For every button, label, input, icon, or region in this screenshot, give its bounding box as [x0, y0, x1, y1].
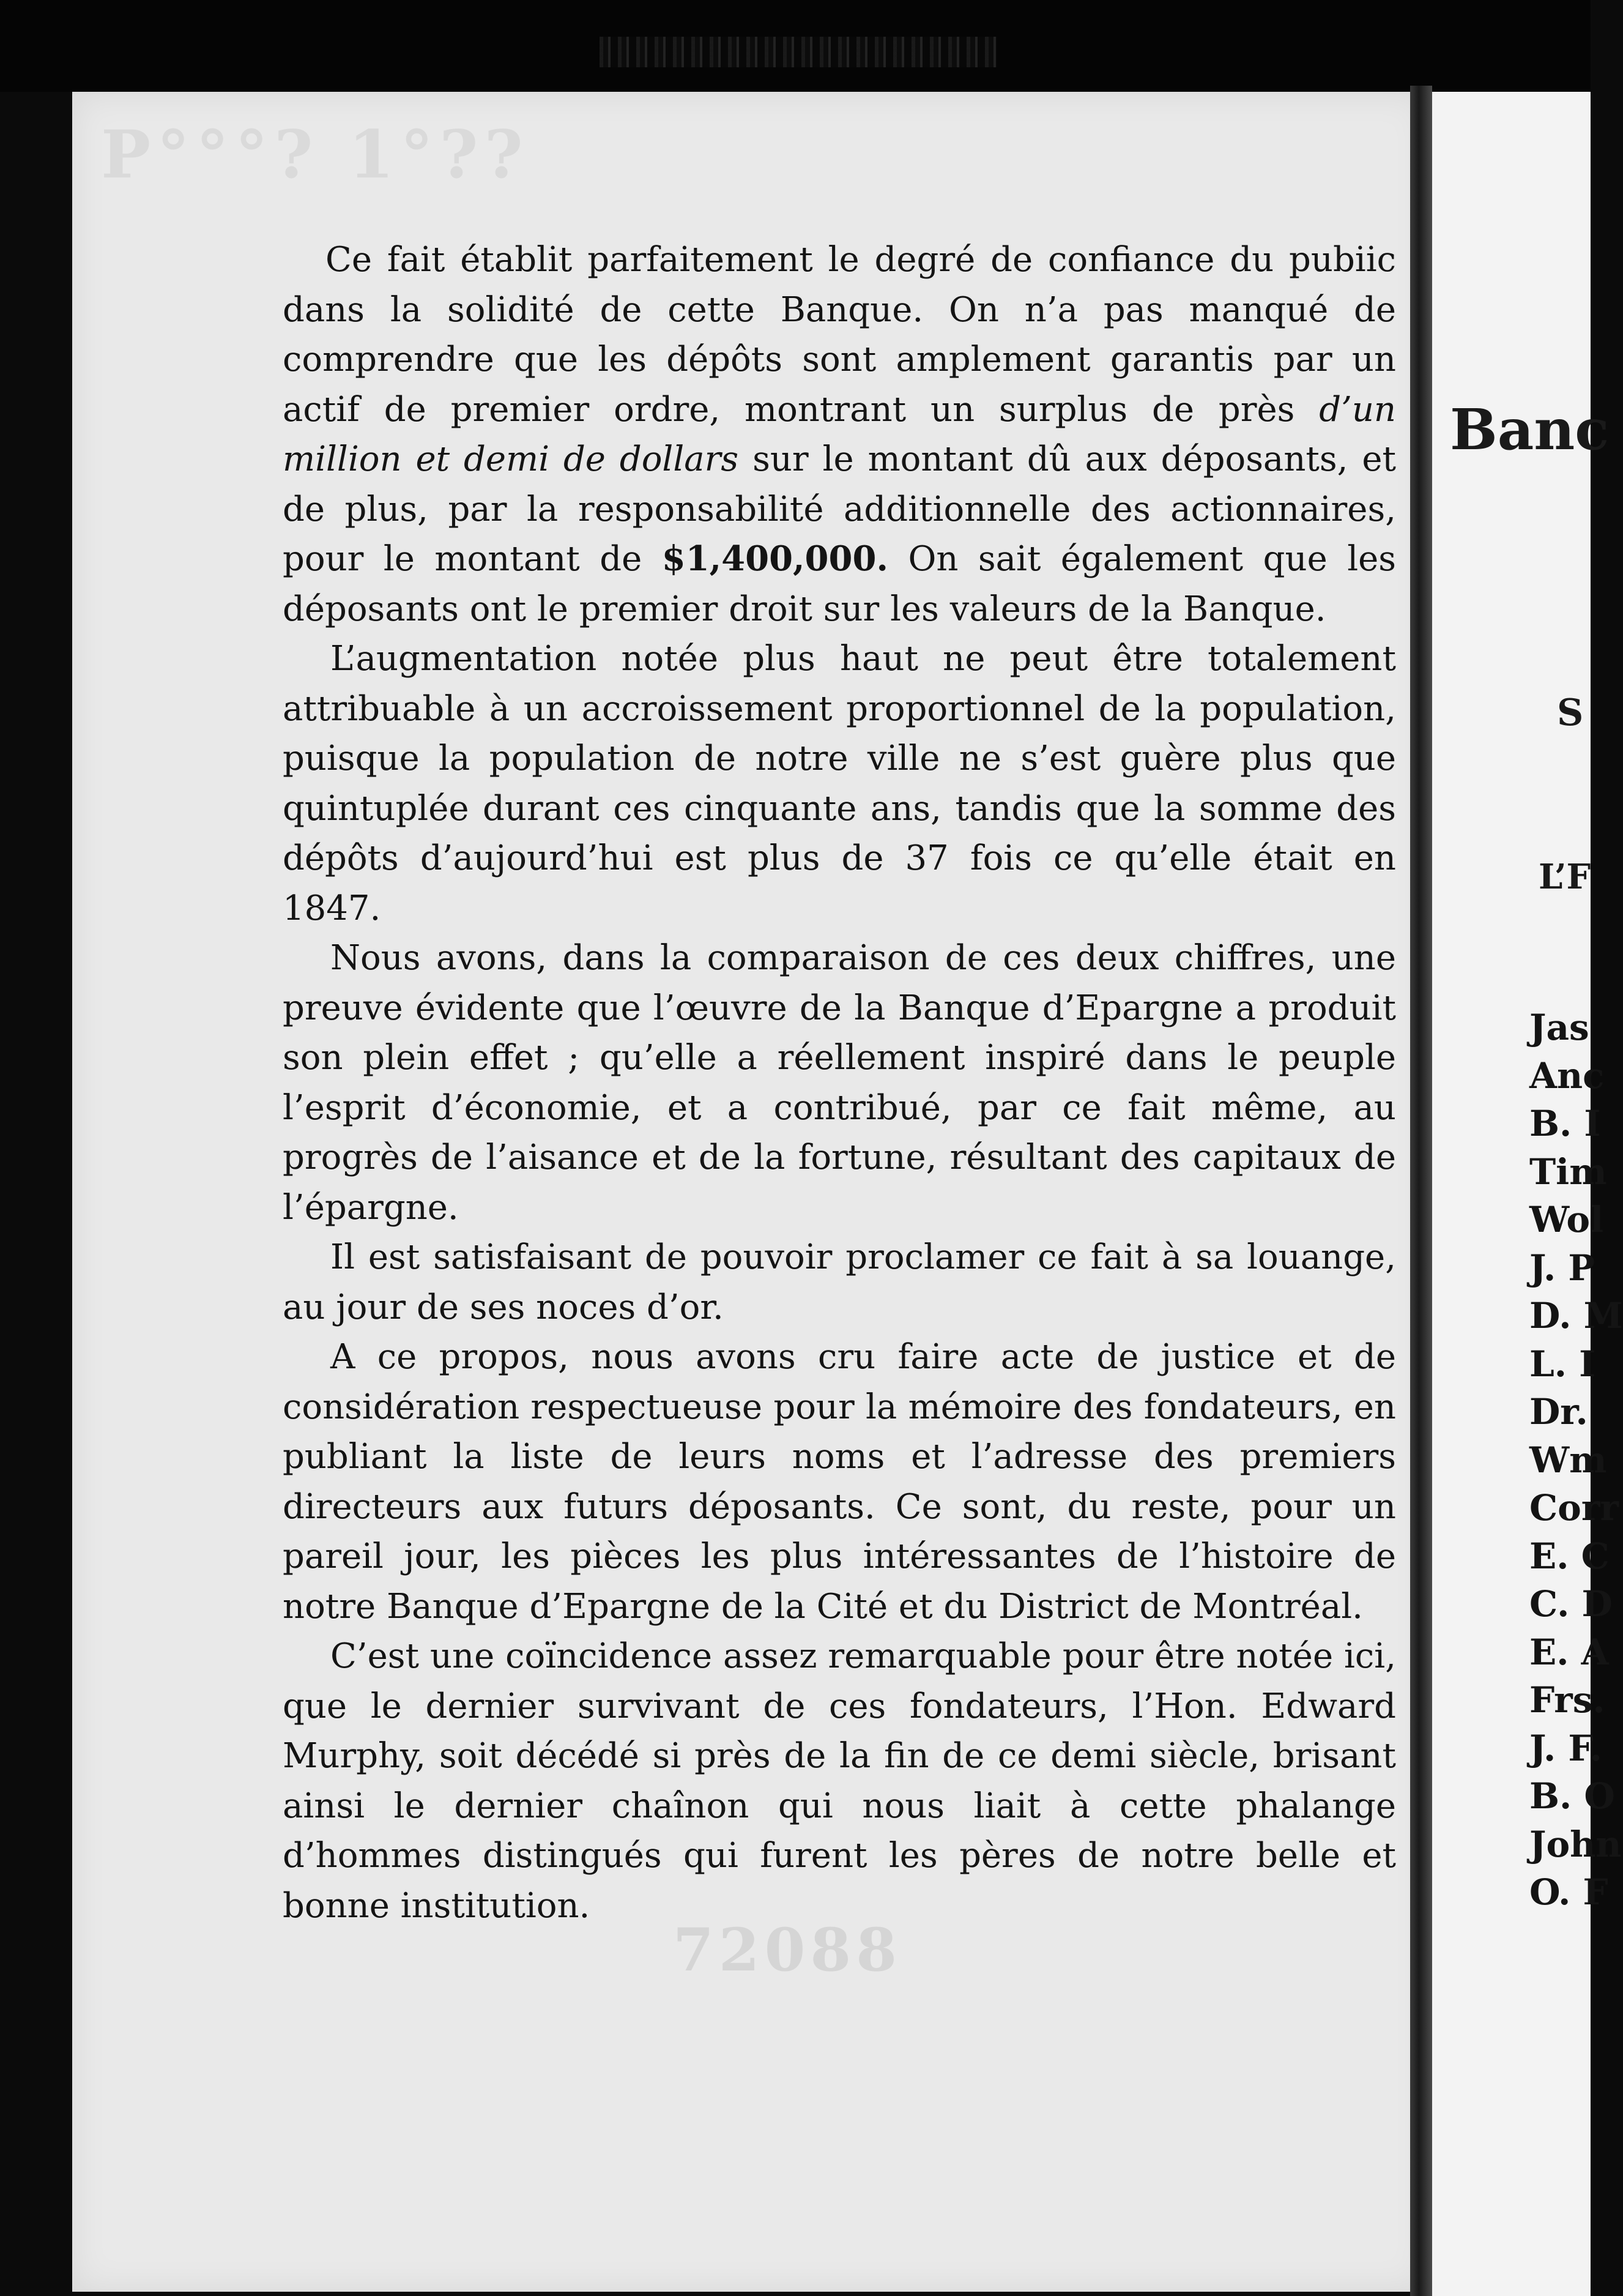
right-page-subheading: L’F — [1539, 857, 1591, 897]
paragraph-text: C’est une coïncidence assez remarquable pour être notée ici, que le dernier survivant de ces fondateurs, l’Hon. Edward Murphy, soit décédé si près de la fin de ce demi siècle, brisant ainsi le dernier chaînon qui nous liait à cette phalange d’hommes distingués qui furent les pères de notre belle et bonne institution. — [283, 1636, 1396, 1926]
founder-name: L. I — [1529, 1343, 1596, 1385]
paragraph — [283, 933, 1396, 1232]
paragraph — [283, 1232, 1396, 1332]
paragraph-text: d’un million et demi de dollars — [283, 389, 1396, 479]
paragraph — [283, 634, 1396, 933]
founder-name: Tim — [1529, 1150, 1607, 1193]
paragraph-text: Ce fait établit parfaitement le degré de confiance du pubiic dans la solidité de cette Banque. On n’a pas manqué de comprendre que les dépôts sont amplement garantis par un actif de premier ordre, montrant un surplus de près — [283, 240, 1396, 430]
founder-name: Wm — [1529, 1439, 1607, 1481]
paragraph-text: Il est satisfaisant de pouvoir proclamer ce fait à sa louange, au jour de ses noces d’or. — [283, 1237, 1396, 1327]
paragraph — [283, 1332, 1396, 1631]
founder-name: E. C — [1529, 1535, 1610, 1577]
founder-name: John — [1529, 1823, 1622, 1865]
right-page-heading: Banc — [1450, 397, 1610, 463]
founder-name: Anc — [1529, 1054, 1605, 1097]
founder-name: O. F — [1529, 1871, 1608, 1913]
founder-name: Frs. — [1529, 1679, 1605, 1721]
paragraph — [283, 235, 1396, 634]
paragraph-text: L’augmentation notée plus haut ne peut être totalement attribuable à un accroissement proportionnel de la population, puisque la population de notre ville ne s’est guère plus que quintuplée durant ces cinquante ans, tandis que la somme des dépôts d’aujourd’hui est plus de 37 fois ce qu’elle était en 1847. — [283, 639, 1396, 928]
paragraph-text: $1,400,000. — [661, 539, 888, 579]
founder-name: Dr. — [1529, 1391, 1588, 1433]
paragraph — [283, 1631, 1396, 1931]
founder-name: J. P — [1529, 1247, 1595, 1289]
scan-artifact — [600, 37, 997, 67]
paragraph-text: Nous avons, dans la comparaison de ces deux chiffres, une preuve évidente que l’œuvre de la Banque d’Epargne a produit son plein effet ; qu’elle a réellement inspiré dans le peuple l’esprit d’économie, et a contribué, par ce fait même, au progrès de l’aisance et de la fortune, résultant des capitaux de l’épargne. — [283, 938, 1396, 1228]
bleed-through-mark-top: P°°°? 1°?? — [101, 116, 529, 193]
right-page-symbol: S — [1557, 691, 1584, 734]
founder-name: Corr — [1529, 1487, 1619, 1529]
body-text — [283, 235, 1396, 1931]
founder-name: Jas — [1529, 1007, 1589, 1048]
founder-name: J. F. — [1529, 1727, 1602, 1769]
founder-name: D. M — [1529, 1295, 1623, 1336]
founder-name: C. D — [1529, 1583, 1613, 1625]
founders-list — [1529, 1004, 1623, 1917]
founder-name: E. A — [1529, 1631, 1609, 1673]
page-gutter — [1410, 86, 1432, 2296]
founder-name: B. I — [1529, 1103, 1601, 1144]
founder-name: Wol — [1529, 1199, 1604, 1240]
paragraph-text: A ce propos, nous avons cru faire acte de justice et de considération respectueuse pour la mémoire des fondateurs, en publiant la liste de leurs noms et l’adresse des premiers directeurs aux futurs déposants. Ce sont, du reste, pour un pareil jour, les pièces les plus intéressantes de l’histoire de notre Banque d’Epargne de la Cité et du District de Montréal. — [283, 1337, 1396, 1627]
bleed-through-mark-bottom: 72088 — [673, 1915, 902, 1985]
paragraph-text: sur le montant dû aux déposants, et de plus, par la responsabilité additionnelle des actionnaires, pour le montant de — [283, 439, 1397, 579]
paragraph-text: On sait également que les déposants ont le premier droit sur les valeurs de la Banque. — [283, 539, 1396, 629]
founder-name: B. O — [1529, 1775, 1615, 1817]
